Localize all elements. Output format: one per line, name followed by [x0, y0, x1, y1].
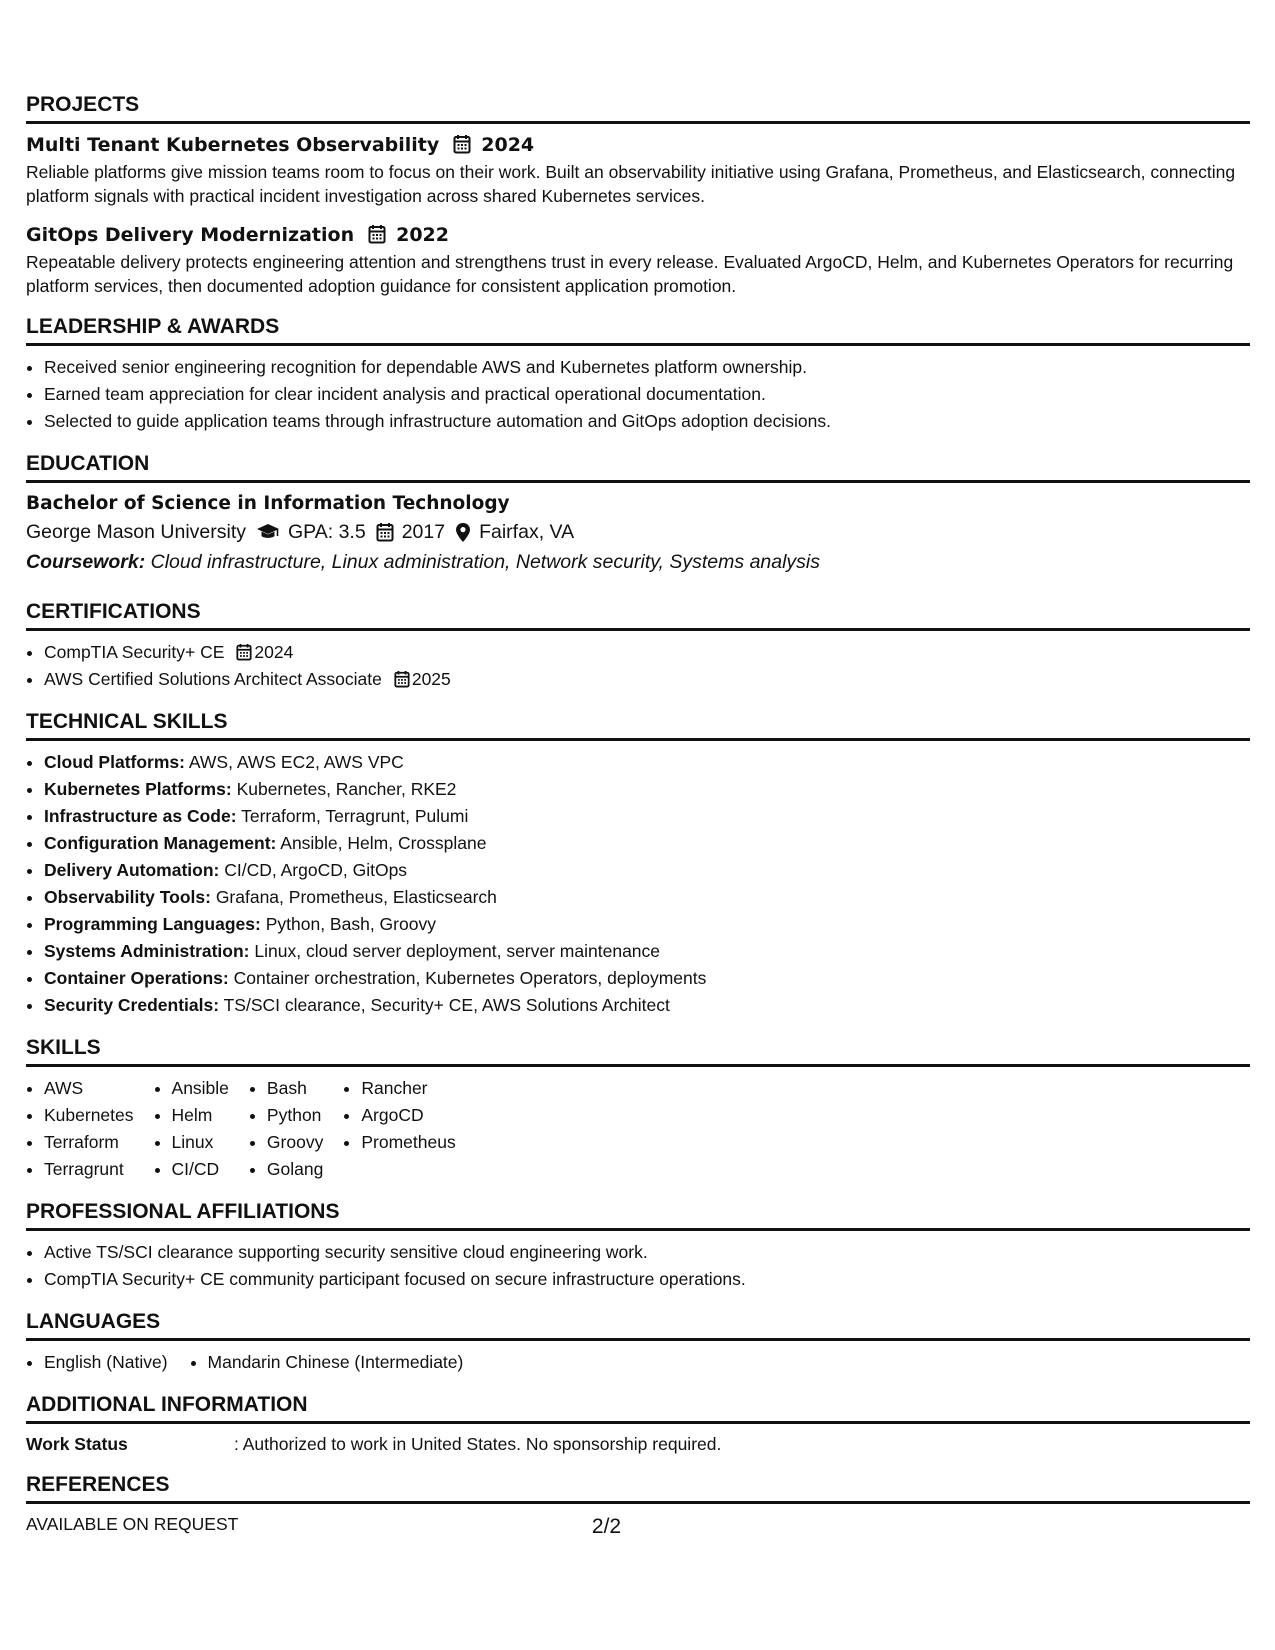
list-item: • CI/CD — [172, 1156, 229, 1183]
project-year: 2024 — [481, 134, 535, 156]
calendar-icon — [394, 669, 410, 689]
list-item: • Terraform — [44, 1129, 134, 1156]
list-item — [44, 749, 1250, 776]
list-item: • AWS — [44, 1075, 134, 1102]
section-title-technical-skills: TECHNICAL SKILLS — [26, 709, 1250, 741]
gpa: GPA: 3.5 — [288, 521, 366, 543]
list-item: • Groovy — [267, 1129, 323, 1156]
section-title-education: EDUCATION — [26, 451, 1250, 483]
list-item: • Terragrunt — [44, 1156, 134, 1183]
section-title-languages: LANGUAGES — [26, 1309, 1250, 1341]
languages-list — [26, 1349, 1250, 1376]
skills-column — [26, 1075, 134, 1183]
section-title-references: REFERENCES — [26, 1472, 1250, 1504]
section-title-certifications: CERTIFICATIONS — [26, 599, 1250, 631]
skill-values: Ansible, Helm, Crossplane — [280, 833, 487, 853]
projects-section — [26, 92, 1250, 298]
list-item — [44, 857, 1250, 884]
education-section — [26, 451, 1250, 577]
certification-year: 2025 — [411, 669, 451, 689]
graduation-cap-icon — [256, 523, 280, 541]
section-title-skills: SKILLS — [26, 1035, 1250, 1067]
list-item: • Kubernetes — [44, 1102, 134, 1129]
calendar-icon — [376, 522, 394, 542]
calendar-icon — [236, 642, 252, 662]
list-item: • Ansible — [172, 1075, 229, 1102]
list-item: • Earned team appreciation for clear incident analysis and practical operational documentation. — [44, 381, 1250, 408]
skill-category: Configuration Management: — [44, 833, 277, 853]
references-text: AVAILABLE ON REQUEST — [26, 1514, 239, 1534]
coursework-label: Coursework: — [26, 551, 146, 573]
list-item — [44, 965, 1250, 992]
skill-category: Systems Administration: — [44, 941, 250, 961]
project-name: Multi Tenant Kubernetes Observability — [26, 134, 440, 156]
education-details — [26, 517, 1250, 547]
graduation-year: 2017 — [401, 521, 446, 543]
project-description: Reliable platforms give mission teams room to focus on their work. Built an observability initiative using Grafana, Prometheus, and Elasticsearch, connecting platform signals with practical incident investigation across shared Kubernetes services. — [26, 162, 1236, 206]
work-status-value: : Authorized to work in United States. No sponsorship required. — [234, 1434, 722, 1454]
list-item — [44, 938, 1250, 965]
list-item — [44, 911, 1250, 938]
section-title-additional-info: ADDITIONAL INFORMATION — [26, 1392, 1250, 1424]
coursework — [26, 547, 1250, 577]
project-entry — [26, 132, 1250, 208]
list-item: • Helm — [172, 1102, 229, 1129]
skill-category: Cloud Platforms: — [44, 752, 185, 772]
degree-title: Bachelor of Science in Information Technology — [26, 493, 510, 514]
list-item: • Received senior engineering recognition for dependable AWS and Kubernetes platform ownership. — [44, 354, 1250, 381]
project-year: 2022 — [396, 224, 449, 246]
technical-skills-section — [26, 709, 1250, 1019]
affiliations-list — [26, 1239, 1250, 1293]
skill-category: Security Credentials: — [44, 995, 220, 1015]
skill-values: CI/CD, ArgoCD, GitOps — [224, 860, 408, 880]
list-item — [44, 803, 1250, 830]
list-item: • English (Native) — [44, 1349, 168, 1376]
skill-category: Delivery Automation: — [44, 860, 220, 880]
list-item: • Python — [267, 1102, 323, 1129]
skill-category: Kubernetes Platforms: — [44, 779, 232, 799]
skills-column — [249, 1075, 323, 1183]
list-item: • Bash — [267, 1075, 323, 1102]
list-item — [44, 639, 1250, 666]
leadership-list — [26, 354, 1250, 435]
skills-column — [343, 1075, 455, 1183]
resume-page — [26, 92, 1250, 1552]
section-title-leadership: LEADERSHIP & AWARDS — [26, 314, 1250, 346]
list-item — [44, 884, 1250, 911]
section-title-affiliations: PROFESSIONAL AFFILIATIONS — [26, 1199, 1250, 1231]
skills-section — [26, 1035, 1250, 1183]
list-item: • CompTIA Security+ CE community participant focused on secure infrastructure operations. — [44, 1266, 1250, 1293]
calendar-icon — [453, 132, 471, 158]
school-name: George Mason University — [26, 521, 247, 543]
certification-name: CompTIA Security+ CE — [44, 642, 225, 662]
map-pin-icon — [455, 522, 471, 543]
certification-year: 2024 — [254, 642, 294, 662]
certification-name: AWS Certified Solutions Architect Associate — [44, 669, 382, 689]
project-description: Repeatable delivery protects engineering attention and strengthens trust in every release. Evaluated ArgoCD, Helm, and Kubernetes Operators for recurring platform services, then documented adoption guidance for consistent application promotion. — [26, 252, 1234, 296]
skill-values: Python, Bash, Groovy — [265, 914, 436, 934]
skill-category: Observability Tools: — [44, 887, 211, 907]
languages-section — [26, 1309, 1250, 1376]
certifications-list — [26, 639, 1250, 693]
additional-info-section — [26, 1392, 1250, 1456]
calendar-icon — [368, 222, 386, 248]
work-status-label: Work Status — [26, 1434, 128, 1454]
certifications-section — [26, 599, 1250, 693]
list-item: • Prometheus — [361, 1129, 455, 1156]
affiliations-section — [26, 1199, 1250, 1293]
skill-values: Terraform, Terragrunt, Pulumi — [241, 806, 469, 826]
list-item: • Selected to guide application teams through infrastructure automation and GitOps adoption decisions. — [44, 408, 1250, 435]
skill-category: Container Operations: — [44, 968, 229, 988]
skills-column — [154, 1075, 229, 1183]
project-name: GitOps Delivery Modernization — [26, 224, 355, 246]
skill-values: Container orchestration, Kubernetes Operators, deployments — [233, 968, 707, 988]
list-item: • Mandarin Chinese (Intermediate) — [208, 1349, 464, 1376]
leadership-section — [26, 314, 1250, 435]
list-item — [44, 830, 1250, 857]
list-item: • Linux — [172, 1129, 229, 1156]
coursework-list: Cloud infrastructure, Linux administration, Network security, Systems analysis — [150, 551, 821, 573]
list-item: • Rancher — [361, 1075, 455, 1102]
skill-category: Programming Languages: — [44, 914, 261, 934]
skills-grid — [26, 1075, 1250, 1183]
skill-values: Grafana, Prometheus, Elasticsearch — [215, 887, 497, 907]
list-item — [44, 992, 1250, 1019]
technical-skills-list — [26, 749, 1250, 1019]
skill-values: AWS, AWS EC2, AWS VPC — [188, 752, 404, 772]
list-item: • ArgoCD — [361, 1102, 455, 1129]
skill-values: TS/SCI clearance, Security+ CE, AWS Solutions Architect — [223, 995, 670, 1015]
project-entry — [26, 222, 1250, 298]
list-item: • Active TS/SCI clearance supporting security sensitive cloud engineering work. — [44, 1239, 1250, 1266]
skill-values: Linux, cloud server deployment, server maintenance — [254, 941, 661, 961]
skill-values: Kubernetes, Rancher, RKE2 — [236, 779, 457, 799]
work-status-row — [26, 1432, 1250, 1456]
page-number: 2/2 — [591, 1515, 622, 1538]
school-location: Fairfax, VA — [479, 521, 575, 543]
list-item: • Golang — [267, 1156, 323, 1183]
section-title-projects: PROJECTS — [26, 92, 1250, 124]
list-item — [44, 776, 1250, 803]
skill-category: Infrastructure as Code: — [44, 806, 237, 826]
list-item — [44, 666, 1250, 693]
